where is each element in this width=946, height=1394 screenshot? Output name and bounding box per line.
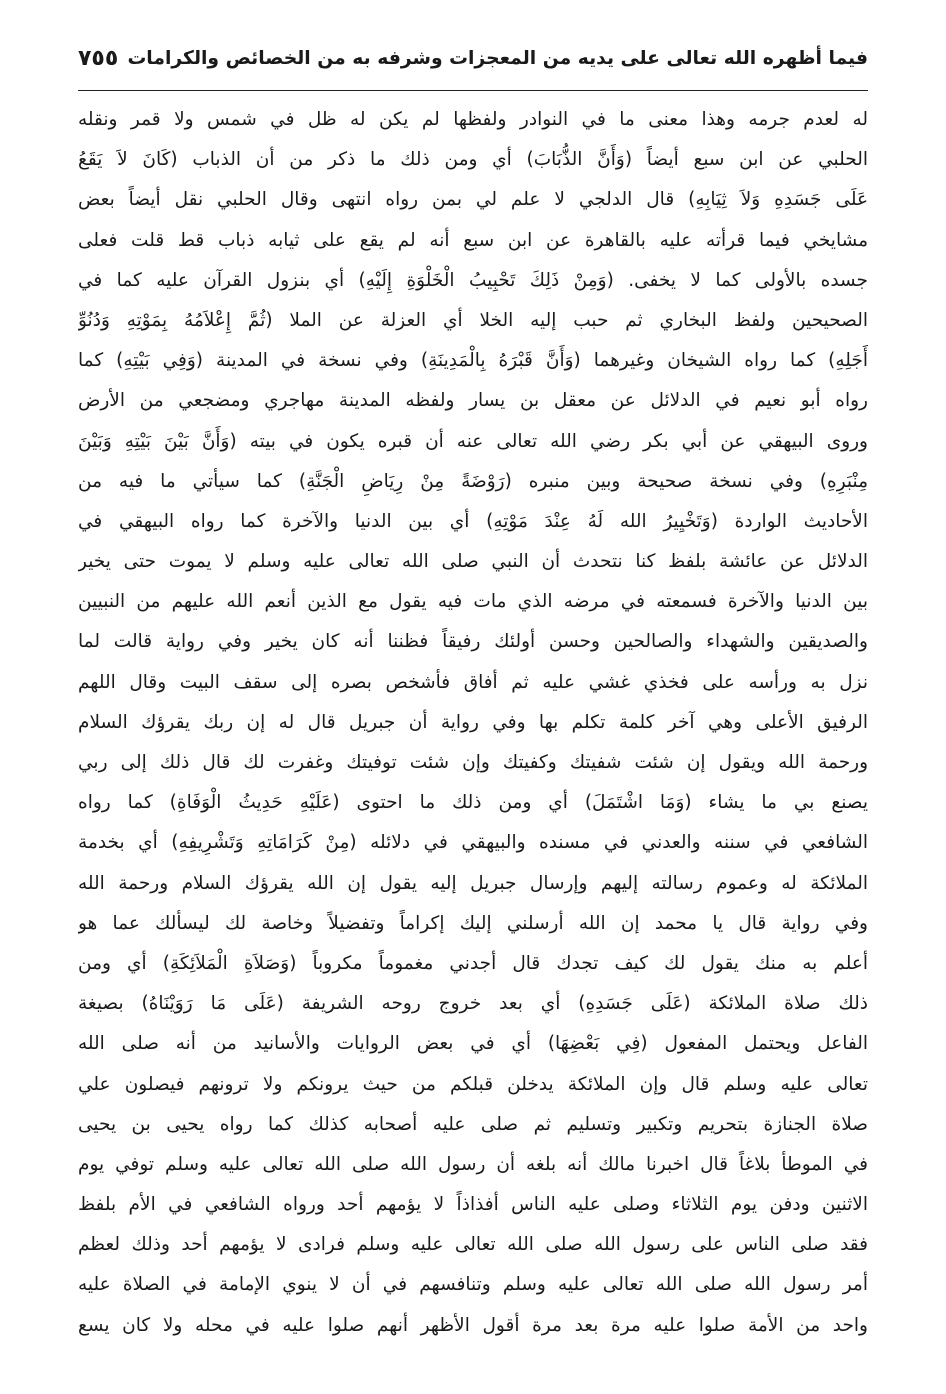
text-line: في الموطأ بلاغاً قال اخبرنا مالك أنه بلغه أن رسول الله صلى الله تعالى عليه وسلم توفي يوم bbox=[78, 1153, 868, 1175]
text-line: بين الدنيا والآخرة فسمعته في مرضه الذي مات فيه يقول مع الذين أنعم الله عليهم من النبيين bbox=[78, 591, 868, 613]
text-line: الأحاديث الواردة (وَتَخْيِيرُ الله لَهُ عِنْدَ مَوْتِهِ) أي بين الدنيا والآخرة كما رواه البيهقي في bbox=[78, 510, 868, 532]
text-line: أمر رسول الله صلى الله تعالى عليه وسلم وتنافسهم في أن لا ينوي الإمامة في الصلاة عليه bbox=[78, 1274, 868, 1296]
text-line: مِنْبَرِهِ) وفي نسخة صحيحة وبين منبره (رَوْضَةً مِنْ رِيَاضِ الْجَنَّةِ) كما سيأتي ما فيه من bbox=[78, 470, 868, 492]
text-line: الشافعي في سننه والعدني في مسنده والبيهقي في دلائله (مِنْ كَرَامَاتِهِ وَتَشْرِيفِهِ) أي بخدمة bbox=[78, 832, 868, 854]
text-line: ورحمة الله ويقول إن شئت شفيتك وكفيتك وإن شئت توفيتك وغفرت لك قال ذلك إلى ربي bbox=[78, 752, 868, 773]
text-line: الفاعل ويحتمل المفعول (فِي بَعْضِهَا) أي في بعض الروايات والأسانيد من أنه صلى الله bbox=[78, 1033, 868, 1055]
text-line: وروى البيهقي عن أبي بكر رضي الله تعالى عنه أن قبره يكون في بيته (وَأَنَّ بَيْنَ بَيْتِهِ وَبَيْنَ bbox=[78, 430, 868, 452]
text-line: مشايخي فيما قرأته عليه بالقاهرة عن ابن سبع أنه لم يقع على ثيابه ذباب قط قلت فعلى bbox=[78, 229, 868, 251]
body-text bbox=[78, 100, 868, 1346]
running-title: فيما أظهره الله تعالى على يديه من المعجزات وشرفه به من الخصائص والكرامات bbox=[127, 47, 868, 69]
text-line: عَلَى جَسَدِهِ وَلاَ ثِيَابِهِ) قال الدلجي لا علم لي بمن رواه انتهى وقال الحلبي نقل أيضاً بعض bbox=[78, 189, 868, 211]
header-divider bbox=[78, 90, 868, 91]
text-line: الحلبي عن ابن سبع أيضاً (وَأَنَّ الذُّبَابَ) أي ومن ذلك ما ذكر من أن الذباب (كَانَ لاَ يَقَعُ bbox=[78, 149, 868, 171]
text-line: جسده بالأولى كما لا يخفى. (وَمِنْ ذَلِكَ تَحْبِيبُ الْخَلْوَةِ إِلَيْهِ) أي بنزول القرآن عليه كما في bbox=[78, 269, 868, 291]
text-line: الدلائل عن عائشة بلفظ كنا نتحدث أن النبي صلى الله تعالى عليه وسلم لا يموت حتى يخير bbox=[78, 551, 868, 573]
text-line: تعالى عليه وسلم قال وإن الملائكة يدخلن قبلكم من حيث يرونكم ولا ترونهم فيصلون علي bbox=[78, 1073, 868, 1095]
text-line: الملائكة له وعموم رسالته إليهم وإرسال جبريل إليه يقول إن الله يقرؤك السلام ورحمة الله bbox=[78, 872, 868, 894]
text-line: واحد من الأمة صلوا عليه مرة بعد مرة أقول الأظهر أنهم صلوا عليه في محله ولا كان يسع bbox=[78, 1314, 868, 1336]
text-line: نزل به ورأسه على فخذي غشي عليه ثم أفاق فأشخص بصره إلى سقف البيت وقال اللهم bbox=[78, 671, 868, 693]
text-line: صلاة الجنازة بتحريم وتكبير وتسليم ثم صلى عليه أصحابه كذلك كما رواه يحيى بن يحيى bbox=[78, 1113, 868, 1135]
text-line: فقد صلى الناس على رسول الله صلى الله تعالى عليه وسلم فرادى لا يؤمهم أحد وذلك لعظم bbox=[78, 1234, 868, 1256]
page-number: ٧٥٥ bbox=[78, 45, 119, 71]
page-header bbox=[78, 38, 868, 78]
text-line: يصنع بي ما يشاء (وَمَا اشْتَمَلَ) أي ومن ذلك ما احتوى (عَلَيْهِ حَدِيثُ الْوَفَاةِ) كما رواه bbox=[78, 792, 868, 814]
text-line: أعلم به منك يقول لك كيف تجدك قال أجدني مغموماً مكروباً (وَصَلاَةِ الْمَلاَئِكَةِ) أي ومن bbox=[78, 952, 868, 974]
text-line: رواه أبو نعيم في الدلائل عن معقل بن يسار ولفظه المدينة مهاجري ومضجعي من الأرض bbox=[78, 390, 868, 412]
text-line: الصحيحين ولفظ البخاري ثم حبب إليه الخلا أي العزلة عن الملا (ثُمَّ إِعْلاَمُهُ بِمَوْتِهِ وَدُنُوِّ bbox=[78, 309, 868, 331]
text-line: والصديقين والشهداء والصالحين وحسن أولئك رفيقاً فظننا أنه كان يخير وفي رواية قالت لما bbox=[78, 631, 868, 653]
text-line: وفي رواية قال يا محمد إن الله أرسلني إليك إكراماً وتفضيلاً وخاصة لك ليسألك عما هو bbox=[78, 912, 868, 934]
text-line: أَجَلِهِ) كما رواه الشيخان وغيرهما (وَأَنَّ قَبْرَهُ بِالْمَدِينَةِ) وفي نسخة في المدينة (وَفِي بَيْتِهِ) كما bbox=[78, 350, 868, 372]
text-line: الاثنين ودفن يوم الثلاثاء وصلى عليه الناس أفذاذاً لا يؤمهم أحد ورواه الشافعي في الأم بلفظ bbox=[78, 1194, 868, 1216]
text-line: ذلك صلاة الملائكة (عَلَى جَسَدِهِ) أي بعد خروج روحه الشريفة (عَلَى مَا رَوَيْنَاهُ) بصيغة bbox=[78, 993, 868, 1015]
text-line: الرفيق الأعلى وهي آخر كلمة تكلم بها وفي رواية أن جبريل قال له إن ربك يقرؤك السلام bbox=[78, 711, 868, 733]
text-line: له لعدم جرمه وهذا معنى ما في النوادر ولفظها لم يكن له ظل في شمس ولا قمر ونقله bbox=[78, 109, 868, 130]
